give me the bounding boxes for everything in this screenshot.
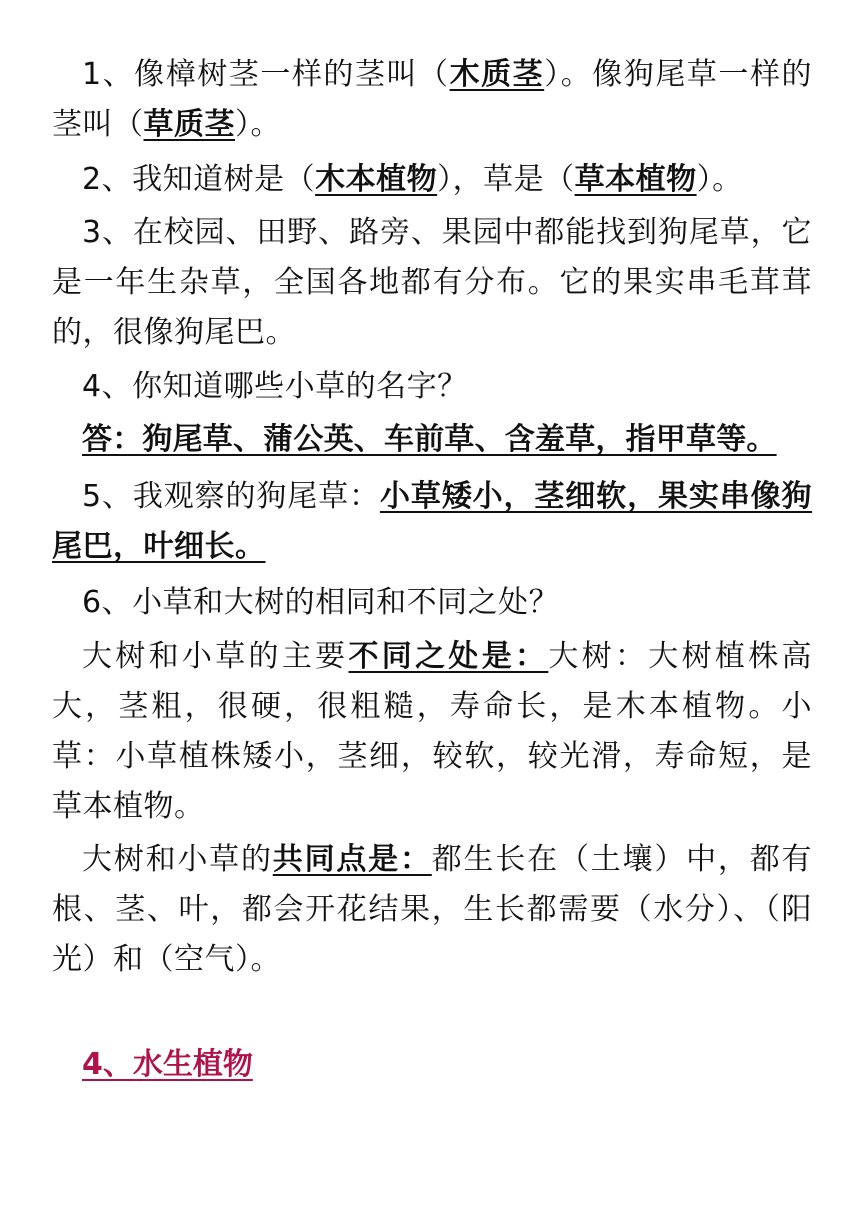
item-4-question: 4、你知道哪些小草的名字？ [82,369,468,404]
item-6-question: 6、小草和大树的相同和不同之处？ [82,585,560,620]
item-2 [52,155,812,205]
item-4-answer: 答：狗尾草、蒲公英、车前草、含羞草，指甲草等。 [82,422,777,457]
item-5-answer: 小草矮小，茎细软，果实串像狗尾巴，叶细长。 [52,479,813,564]
item-1-text-3: ）。 [235,107,281,142]
item-1 [52,50,812,150]
item-2-answer-1: 木本植物 [315,162,438,197]
item-2-text: 2、我知道树是（ [82,162,316,197]
item-1-text-2: ）。像狗尾草一样的茎叫（ [52,57,813,142]
common-body: 都生长在（土壤）中，都有根、茎、叶，都会开花结果，生长都需要（水分）、（阳光）和（空气）。 [52,842,813,977]
item-1-answer-2: 草质茎 [143,107,235,142]
item-2-text-3: ）。 [696,162,743,197]
difference-body: 大树：大树植株高大，茎粗，很硬，很粗糙，寿命长，是木本植物。小草：小草植株矮小，茎细，较软，较光滑，寿命短，是草本植物。 [52,639,813,824]
common-paragraph [52,835,812,985]
common-lead: 大树和小草的 [82,842,273,877]
common-key: 共同点是： [272,842,432,877]
item-1-answer-1: 木质茎 [449,57,545,92]
difference-paragraph [52,632,812,832]
difference-lead: 大树和小草的主要 [82,639,349,674]
item-3: 3、在校园、田野、路旁、果园中都能找到狗尾草，它是一年生杂草，全国各地都有分布。它的果实串毛茸茸的，很像狗尾巴。 [52,215,812,350]
item-5-text: 5、我观察的狗尾草： [82,479,380,514]
difference-key: 不同之处是： [348,639,549,674]
item-2-answer-2: 草本植物 [574,162,697,197]
section-heading: 4、水生植物 [82,1047,253,1082]
item-1-text: 1、像樟树茎一样的茎叫（ [82,57,450,92]
item-5 [52,472,812,572]
item-2-text-2: ），草是（ [437,162,575,197]
